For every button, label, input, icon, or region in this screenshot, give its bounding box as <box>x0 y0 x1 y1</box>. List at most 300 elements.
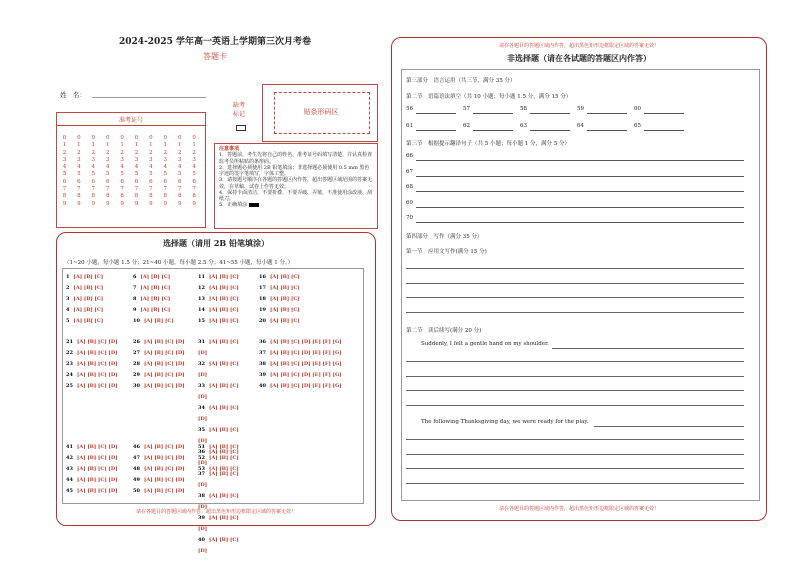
question-45[interactable] <box>66 488 118 494</box>
option-d[interactable]: [D] <box>198 526 208 532</box>
option-bubbles[interactable]: [A] [B] [C] [D] [E] [F] [G] <box>269 383 342 389</box>
digit-bubble[interactable]: 0 <box>91 135 96 141</box>
option-bubbles[interactable]: [A] [B] [C] <box>208 515 239 521</box>
translation-line[interactable] <box>416 191 744 192</box>
blank-line-59[interactable] <box>587 113 627 114</box>
question-34[interactable] <box>198 405 239 411</box>
question-number: 1 <box>66 274 70 280</box>
digit-bubble[interactable]: 0 <box>105 135 110 141</box>
question-17[interactable] <box>259 285 300 291</box>
blank-line-58[interactable] <box>530 113 570 114</box>
question-7[interactable] <box>133 285 170 291</box>
question-10[interactable] <box>133 318 174 324</box>
question-41[interactable] <box>66 444 118 450</box>
digit-bubble[interactable]: 7 <box>163 186 168 193</box>
option-bubbles[interactable]: [A] [B] [C] <box>143 318 174 324</box>
question-31[interactable] <box>198 339 239 345</box>
digit-bubble[interactable]: 1 <box>149 142 153 149</box>
exam-id-column[interactable] <box>88 135 99 208</box>
option-bubbles[interactable]: [A] [B] [C] <box>73 285 104 291</box>
digit-bubble[interactable]: 7 <box>134 186 139 193</box>
option-bubbles[interactable]: [A] [B] [C] <box>208 307 239 313</box>
question-number: 19 <box>259 307 266 313</box>
translation-67: 67 <box>406 168 413 175</box>
question-15[interactable] <box>198 318 239 324</box>
option-bubbles[interactable]: [A] [B] [C] <box>73 307 104 313</box>
digit-bubble[interactable]: 5 <box>91 171 96 178</box>
question-number: 21 <box>66 339 73 345</box>
digit-bubble[interactable]: 5 <box>105 171 110 178</box>
option-bubbles[interactable]: [A] [B] [C] <box>208 455 239 461</box>
digit-bubble[interactable]: 4 <box>105 164 110 171</box>
question-14[interactable] <box>198 307 239 313</box>
question-36[interactable] <box>259 339 342 345</box>
digit-bubble[interactable]: 1 <box>77 142 81 149</box>
digit-bubble[interactable]: 7 <box>77 186 81 193</box>
question-42[interactable] <box>66 455 118 461</box>
para1-prompt: Suddenly, I felt a gentle hand on my shoulder. <box>421 341 549 347</box>
option-bubbles[interactable]: [A] [B] [C] <box>140 274 171 280</box>
question-50[interactable] <box>133 488 185 494</box>
option-bubbles[interactable]: [A] [B] [C] <box>269 307 300 313</box>
question-38[interactable] <box>198 493 239 499</box>
question-21[interactable] <box>66 339 118 345</box>
choice-title: 选择题（请用 2B 铅笔填涂） <box>163 238 269 248</box>
option-bubbles[interactable]: [A] [B] [C] <box>208 405 239 411</box>
question-number: 52 <box>198 455 205 461</box>
writing-line[interactable] <box>406 376 744 377</box>
digit-bubble[interactable]: 0 <box>177 135 182 141</box>
digit-bubble[interactable]: 9 <box>149 200 153 207</box>
writing-line[interactable] <box>406 468 744 469</box>
digit-bubble[interactable]: 1 <box>177 142 182 149</box>
digit-bubble[interactable]: 8 <box>149 193 153 200</box>
digit-bubble[interactable]: 8 <box>177 193 182 200</box>
blank-63: 63 <box>520 123 527 129</box>
question-2[interactable] <box>66 285 103 291</box>
digit-bubble[interactable]: 5 <box>62 171 67 178</box>
digit-bubble[interactable]: 4 <box>192 164 196 171</box>
digit-bubble[interactable]: 8 <box>134 193 139 200</box>
option-bubbles[interactable]: [A] [B] [C] <box>208 274 239 280</box>
question-40[interactable] <box>259 383 342 389</box>
translation-line[interactable] <box>416 207 744 208</box>
question-33[interactable] <box>198 383 239 389</box>
digit-bubble[interactable]: 5 <box>120 171 124 178</box>
question-12[interactable] <box>198 285 239 291</box>
option-d[interactable]: [D] <box>198 394 208 400</box>
option-d[interactable]: [D] <box>198 416 208 422</box>
writing-line[interactable] <box>406 405 744 406</box>
digit-bubble[interactable]: 4 <box>91 164 96 171</box>
option-bubbles[interactable]: [A] [B] [C] <box>208 466 239 472</box>
digit-bubble[interactable]: 8 <box>77 193 81 200</box>
question-39[interactable] <box>198 515 239 521</box>
option-bubbles[interactable]: [A] [B] [C] [D] <box>76 339 118 345</box>
digit-bubble[interactable]: 0 <box>62 135 67 141</box>
question-13[interactable] <box>198 296 239 302</box>
digit-bubble[interactable]: 8 <box>105 193 110 200</box>
question-32[interactable] <box>198 361 239 367</box>
digit-bubble[interactable]: 4 <box>77 164 81 171</box>
fill-row-1[interactable] <box>406 106 706 116</box>
digit-bubble[interactable]: 9 <box>120 200 124 207</box>
digit-bubble[interactable]: 7 <box>120 186 124 193</box>
option-bubbles[interactable]: [A] [B] [C] <box>73 318 104 324</box>
blank-line-62[interactable] <box>473 130 513 131</box>
writing2-lines-b[interactable] <box>406 433 744 495</box>
option-bubbles[interactable]: [A] [B] [C] [D] <box>76 488 118 494</box>
option-bubbles[interactable]: [A] [B] [C] [D] <box>143 488 185 494</box>
part3-heading: 第三部分 语言运用（共三节，满分 35 分） <box>406 78 516 84</box>
question-38[interactable] <box>259 361 342 367</box>
para2-firstline[interactable] <box>594 426 744 427</box>
question-4[interactable] <box>66 307 103 313</box>
option-bubbles[interactable]: [A] [B] [C] <box>140 307 171 313</box>
digit-bubble[interactable]: 1 <box>105 142 110 149</box>
absent-checkbox[interactable] <box>236 125 246 131</box>
exam-id-column[interactable] <box>117 135 128 208</box>
question-39[interactable] <box>259 372 342 378</box>
writing-line[interactable] <box>406 297 744 298</box>
option-bubbles[interactable]: [A] [B] [C] <box>269 296 300 302</box>
question-16[interactable] <box>259 274 300 280</box>
digit-bubble[interactable]: 9 <box>105 200 110 207</box>
digit-bubble[interactable]: 9 <box>192 200 196 207</box>
question-8[interactable] <box>133 296 170 302</box>
digit-bubble[interactable]: 0 <box>134 135 139 141</box>
digit-bubble[interactable]: 6 <box>134 178 139 185</box>
option-bubbles[interactable]: [A] [B] [C] [D] <box>143 339 185 345</box>
exam-id-column[interactable] <box>131 135 142 208</box>
option-bubbles[interactable]: [A] [B] [C] <box>208 444 239 450</box>
digit-bubble[interactable]: 2 <box>134 149 139 156</box>
translation-line[interactable] <box>416 176 744 177</box>
exam-id-column[interactable] <box>189 135 200 208</box>
digit-bubble[interactable]: 9 <box>77 200 81 207</box>
option-d[interactable]: [D] <box>198 372 208 378</box>
right-footer: 请在各题目的答题区域内作答，超出黑色矩形边框限定区域的答案无效！ <box>498 506 659 512</box>
digit-bubble[interactable]: 7 <box>91 186 96 193</box>
option-bubbles[interactable]: [A] [B] [C] <box>208 361 239 367</box>
option-bubbles[interactable]: [A] [B] [C] <box>269 274 300 280</box>
option-bubbles[interactable]: [A] [B] [C] [D] <box>143 466 185 472</box>
note-2: 2．选择题必须使用 2B 铅笔填涂；非选择题必须使用 0.5 mm 黑色字迹的签字笔填写，字体工整。 <box>219 164 370 177</box>
digit-bubble[interactable]: 2 <box>192 149 196 156</box>
question-number: 43 <box>66 466 73 472</box>
digit-bubble[interactable]: 5 <box>192 171 196 178</box>
question-44[interactable] <box>66 477 118 483</box>
translation-line[interactable] <box>416 160 744 161</box>
digit-bubble[interactable]: 7 <box>105 186 110 193</box>
digit-bubble[interactable]: 3 <box>192 156 196 163</box>
digit-bubble[interactable]: 8 <box>163 193 168 200</box>
digit-bubble[interactable]: 4 <box>62 164 67 171</box>
digit-bubble[interactable]: 3 <box>105 156 110 163</box>
digit-bubble[interactable]: 3 <box>120 156 124 163</box>
digit-bubble[interactable]: 1 <box>120 142 124 149</box>
translation-lines[interactable] <box>406 153 744 225</box>
question-47[interactable] <box>133 455 185 461</box>
question-18[interactable] <box>259 296 300 302</box>
question-52[interactable] <box>198 455 239 461</box>
option-bubbles[interactable]: [A] [B] [C] <box>208 493 239 499</box>
digit-bubble[interactable]: 0 <box>149 135 153 141</box>
option-bubbles[interactable]: [A] [B] [C] [D] <box>143 477 185 483</box>
digit-bubble[interactable]: 6 <box>120 178 124 185</box>
digit-bubble[interactable]: 3 <box>91 156 96 163</box>
question-number: 17 <box>259 285 266 291</box>
option-bubbles[interactable]: [A] [B] [C] <box>140 296 171 302</box>
option-bubbles[interactable]: [A] [B] [C] [D] [E] [F] [G] <box>269 372 342 378</box>
blank-line-63[interactable] <box>530 130 570 131</box>
digit-bubble[interactable]: 7 <box>192 186 196 193</box>
option-bubbles[interactable]: [A] [B] [C] <box>269 285 300 291</box>
digit-bubble[interactable]: 6 <box>62 178 67 185</box>
exam-id-label: 准考证号 <box>118 117 143 124</box>
nonchoice-title: 非选择题（请在各试题的答题区内作答） <box>507 53 651 63</box>
question-43[interactable] <box>66 466 118 472</box>
exam-id-grid[interactable] <box>56 112 206 228</box>
writing-line[interactable] <box>406 283 744 284</box>
exam-id-column[interactable] <box>59 135 70 208</box>
option-bubbles[interactable]: [A] [B] [C] <box>208 449 239 455</box>
barcode-label: 贴条形码区 <box>303 108 339 116</box>
digit-bubble[interactable]: 4 <box>120 164 124 171</box>
question-49[interactable] <box>133 477 185 483</box>
option-bubbles[interactable]: [A] [B] [C] [D] [E] [F] [G] <box>269 339 342 345</box>
digit-bubble[interactable]: 2 <box>91 149 96 156</box>
digit-bubble[interactable]: 6 <box>163 178 168 185</box>
option-bubbles[interactable]: [A] [B] [C] [D] <box>76 477 118 483</box>
digit-bubble[interactable]: 1 <box>62 142 67 149</box>
para2-prompt: The following Thanksgiving day, we were ready for the play. <box>421 419 589 425</box>
question-number: 42 <box>66 455 73 461</box>
digit-bubble[interactable]: 9 <box>177 200 182 207</box>
digit-bubble[interactable]: 2 <box>163 149 168 156</box>
writing-line[interactable] <box>406 312 744 313</box>
digit-bubble[interactable]: 2 <box>77 149 81 156</box>
digit-bubble[interactable]: 4 <box>177 164 182 171</box>
digit-bubble[interactable]: 6 <box>192 178 196 185</box>
exam-id-column[interactable] <box>174 135 185 208</box>
question-29[interactable] <box>133 372 185 378</box>
para1-firstline[interactable] <box>552 348 744 349</box>
option-bubbles[interactable]: [A] [B] [C] [D] <box>143 361 185 367</box>
digit-bubble[interactable]: 1 <box>91 142 96 149</box>
option-bubbles[interactable]: [A] [B] [C] [D] <box>143 444 185 450</box>
writing-line[interactable] <box>406 483 744 484</box>
blank-line-64[interactable] <box>587 130 627 131</box>
question-11[interactable] <box>198 274 239 280</box>
question-51[interactable] <box>198 444 239 450</box>
digit-bubble[interactable]: 3 <box>149 156 153 163</box>
option-bubbles[interactable]: [A] [B] [C] <box>208 427 239 433</box>
digit-bubble[interactable]: 8 <box>192 193 196 200</box>
writing-line[interactable] <box>406 454 744 455</box>
digit-bubble[interactable]: 8 <box>91 193 96 200</box>
option-bubbles[interactable]: [A] [B] [C] <box>208 318 239 324</box>
writing1-lines[interactable] <box>406 262 744 320</box>
writing-line[interactable] <box>406 439 744 440</box>
digit-bubble[interactable]: 0 <box>163 135 168 141</box>
digit-bubble[interactable]: 7 <box>62 186 67 193</box>
digit-bubble[interactable]: 2 <box>120 149 124 156</box>
digit-bubble[interactable]: 6 <box>105 178 110 185</box>
digit-bubble[interactable]: 2 <box>177 149 182 156</box>
digit-bubble[interactable]: 6 <box>91 178 96 185</box>
digit-bubble[interactable]: 0 <box>77 135 81 141</box>
option-d[interactable]: [D] <box>198 482 208 488</box>
question-number: 32 <box>198 361 205 367</box>
option-d[interactable]: [D] <box>198 460 208 466</box>
exam-id-column[interactable] <box>102 135 113 208</box>
question-40[interactable] <box>198 537 239 543</box>
digit-bubble[interactable]: 4 <box>134 164 139 171</box>
writing-line[interactable] <box>406 390 744 391</box>
option-bubbles[interactable]: [A] [B] [C] [D] <box>143 372 185 378</box>
question-23[interactable] <box>66 361 118 367</box>
digit-bubble[interactable]: 9 <box>91 200 96 207</box>
digit-bubble[interactable]: 6 <box>177 178 182 185</box>
digit-bubble[interactable]: 0 <box>192 135 196 141</box>
question-25[interactable] <box>66 383 118 389</box>
question-3[interactable] <box>66 296 103 302</box>
exam-id-columns[interactable] <box>59 135 205 227</box>
option-bubbles[interactable]: [A] [B] [C] [D] <box>143 455 185 461</box>
question-9[interactable] <box>133 307 170 313</box>
blank-line-65[interactable] <box>644 130 684 131</box>
blank-64: 64 <box>577 123 584 129</box>
digit-bubble[interactable]: 3 <box>177 156 182 163</box>
digit-bubble[interactable]: 2 <box>62 149 67 156</box>
option-bubbles[interactable]: [A] [B] [C] <box>208 285 239 291</box>
question-5[interactable] <box>66 318 103 324</box>
writing2-lines-a[interactable] <box>406 355 744 415</box>
digit-bubble[interactable]: 6 <box>77 178 81 185</box>
exam-id-column[interactable] <box>145 135 156 208</box>
option-bubbles[interactable]: [A] [B] [C] [D] <box>143 383 185 389</box>
option-bubbles[interactable]: [A] [B] [C] <box>208 471 239 477</box>
digit-bubble[interactable]: 1 <box>163 142 168 149</box>
question-number: 6 <box>133 274 137 280</box>
digit-bubble[interactable]: 9 <box>62 200 67 207</box>
digit-bubble[interactable]: 0 <box>120 135 124 141</box>
option-bubbles[interactable]: [A] [B] [C] <box>208 339 239 345</box>
option-bubbles[interactable]: [A] [B] [C] <box>269 318 300 324</box>
option-bubbles[interactable]: [A] [B] [C] [D] <box>76 466 118 472</box>
option-bubbles[interactable]: [A] [B] [C] <box>140 285 171 291</box>
digit-bubble[interactable]: 1 <box>192 142 196 149</box>
option-bubbles[interactable]: [A] [B] [C] [D] [E] [F] [G] <box>269 350 342 356</box>
digit-bubble[interactable]: 4 <box>163 164 168 171</box>
digit-bubble[interactable]: 2 <box>149 149 153 156</box>
blank-line-60[interactable] <box>644 113 684 114</box>
option-bubbles[interactable]: [A] [B] [C] <box>73 296 104 302</box>
exam-title: 2024-2025 学年高一英语上学期第三次月考卷 <box>119 37 311 47</box>
digit-bubble[interactable]: 3 <box>62 156 67 163</box>
option-d[interactable]: [D] <box>198 438 208 444</box>
blank-line-56[interactable] <box>416 113 456 114</box>
option-bubbles[interactable]: [A] [B] [C] [D] [E] [F] [G] <box>269 361 342 367</box>
question-30[interactable] <box>133 383 185 389</box>
digit-bubble[interactable]: 9 <box>163 200 168 207</box>
option-bubbles[interactable]: [A] [B] [C] <box>208 296 239 302</box>
blank-line-57[interactable] <box>473 113 513 114</box>
digit-bubble[interactable]: 5 <box>163 171 168 178</box>
question-number: 23 <box>66 361 73 367</box>
option-bubbles[interactable]: [A] [B] [C] [D] <box>76 383 118 389</box>
question-number: 36 <box>198 449 205 455</box>
option-bubbles[interactable]: [A] [B] [C] <box>73 274 104 280</box>
question-22[interactable] <box>66 350 118 356</box>
option-d[interactable]: [D] <box>198 350 208 356</box>
question-28[interactable] <box>133 361 185 367</box>
option-bubbles[interactable]: [A] [B] [C] [D] <box>143 350 185 356</box>
question-26[interactable] <box>133 339 185 345</box>
question-46[interactable] <box>133 444 185 450</box>
digit-bubble[interactable]: 9 <box>134 200 139 207</box>
question-24[interactable] <box>66 372 118 378</box>
question-20[interactable] <box>259 318 300 324</box>
exam-id-column[interactable] <box>73 135 84 208</box>
writing-line[interactable] <box>406 361 744 362</box>
digit-bubble[interactable]: 7 <box>177 186 182 193</box>
question-number: 37 <box>198 471 205 477</box>
digit-bubble[interactable]: 1 <box>134 142 139 149</box>
option-bubbles[interactable]: [A] [B] [C] [D] <box>76 455 118 461</box>
exam-id-column[interactable] <box>160 135 171 208</box>
digit-bubble[interactable]: 5 <box>134 171 139 178</box>
option-d[interactable]: [D] <box>198 504 208 510</box>
option-bubbles[interactable]: [A] [B] [C] <box>208 537 239 543</box>
question-35[interactable] <box>198 427 239 433</box>
digit-bubble[interactable]: 4 <box>149 164 153 171</box>
option-bubbles[interactable]: [A] [B] [C] <box>208 383 239 389</box>
digit-bubble[interactable]: 2 <box>105 149 110 156</box>
digit-bubble[interactable]: 7 <box>149 186 153 193</box>
question-27[interactable] <box>133 350 185 356</box>
option-d[interactable]: [D] <box>198 548 208 554</box>
question-48[interactable] <box>133 466 185 472</box>
option-bubbles[interactable]: [A] [B] [C] [D] <box>76 444 118 450</box>
option-bubbles[interactable]: [A] [B] [C] [D] <box>76 372 118 378</box>
digit-bubble[interactable]: 8 <box>120 193 124 200</box>
question-6[interactable] <box>133 274 170 280</box>
question-19[interactable] <box>259 307 300 313</box>
question-37[interactable] <box>259 350 342 356</box>
part4-heading: 第四部分 写作（满分 35 分） <box>406 234 483 240</box>
digit-bubble[interactable]: 3 <box>77 156 81 163</box>
digit-bubble[interactable]: 5 <box>149 171 153 178</box>
translation-line[interactable] <box>416 222 744 223</box>
digit-bubble[interactable]: 3 <box>134 156 139 163</box>
digit-bubble[interactable]: 5 <box>177 171 182 178</box>
question-53[interactable] <box>198 466 239 472</box>
digit-bubble[interactable]: 3 <box>163 156 168 163</box>
writing-line[interactable] <box>406 268 744 269</box>
option-bubbles[interactable]: [A] [B] [C] [D] <box>76 350 118 356</box>
blank-line-61[interactable] <box>416 130 456 131</box>
digit-bubble[interactable]: 5 <box>77 171 81 178</box>
fill-row-2[interactable] <box>406 123 706 133</box>
digit-bubble[interactable]: 6 <box>149 178 153 185</box>
name-line[interactable] <box>92 97 206 98</box>
option-bubbles[interactable]: [A] [B] [C] [D] <box>76 361 118 367</box>
question-1[interactable] <box>66 274 103 280</box>
digit-bubble[interactable]: 8 <box>62 193 67 200</box>
question-number: 40 <box>198 537 205 543</box>
